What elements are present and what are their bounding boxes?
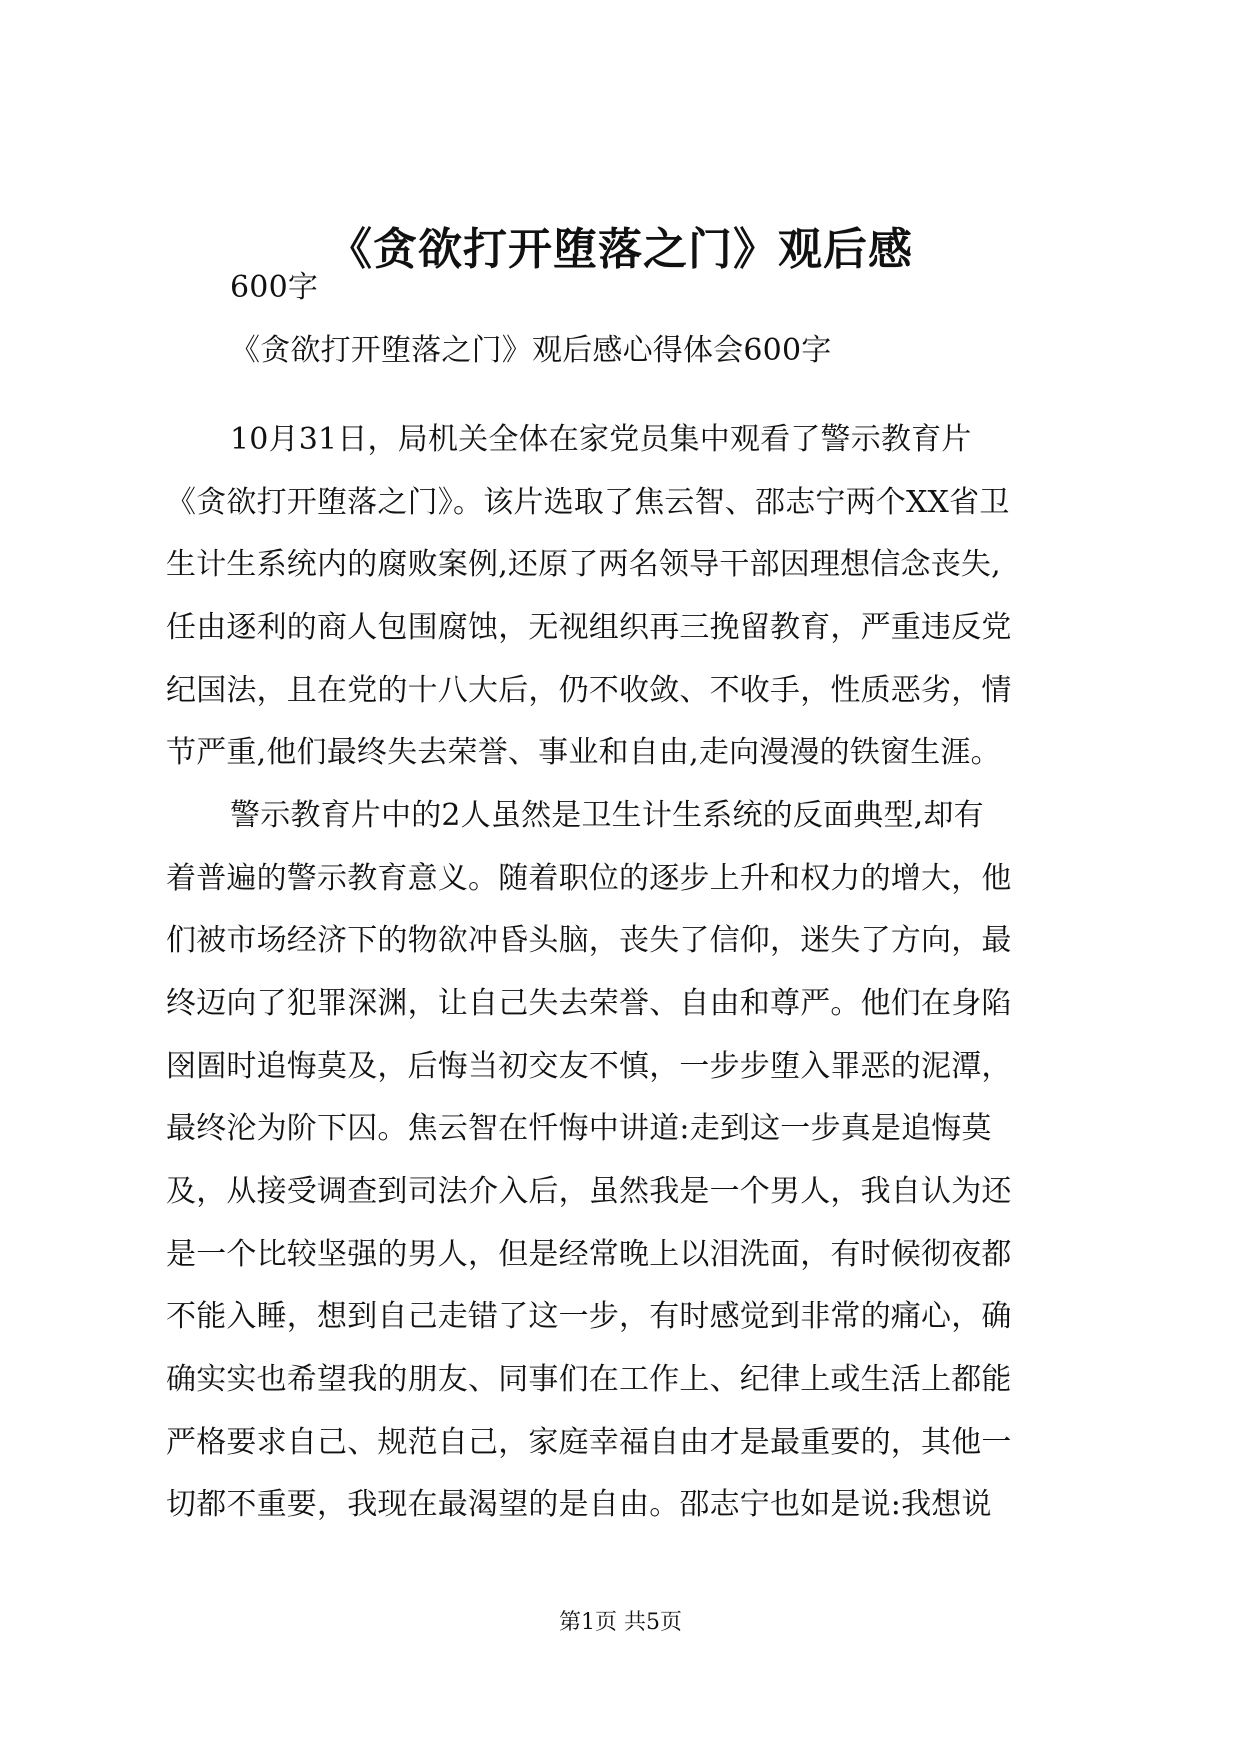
text-line-16: 是一个比较坚强的男人，但是经常晚上以泪洗面，有时候彻夜都 <box>166 1237 1012 1272</box>
text-line-7: 纪国法，且在党的十八大后，仍不收敛、不收手，性质恶劣，情 <box>166 673 1012 708</box>
text-line-20: 切都不重要，我现在最渴望的是自由。邵志宁也如是说:我想说 <box>166 1487 992 1522</box>
text-line-11: 们被市场经济下的物欲冲昏头脑，丧失了信仰，迷失了方向，最 <box>166 923 1012 958</box>
text-line-6: 任由逐利的商人包围腐蚀，无视组织再三挽留教育，严重违反党 <box>166 610 1012 645</box>
text-line-15: 及，从接受调查到司法介入后，虽然我是一个男人，我自认为还 <box>166 1174 1012 1209</box>
text-line-12: 终迈向了犯罪深渊，让自己失去荣誉、自由和尊严。他们在身陷 <box>166 986 1012 1021</box>
text-line-2: 《贪欲打开堕落之门》观后感心得体会600字 <box>230 333 832 368</box>
text-line-19: 严格要求自己、规范自己，家庭幸福自由才是最重要的，其他一 <box>166 1425 1012 1460</box>
text-line-13: 囹圄时追悔莫及，后悔当初交友不慎，一步步堕入罪恶的泥潭， <box>166 1049 1012 1084</box>
text-line-14: 最终沦为阶下囚。焦云智在忏悔中讲道:走到这一步真是追悔莫 <box>166 1111 992 1146</box>
text-line-5: 生计生系统内的腐败案例,还原了两名领导干部因理想信念丧失, <box>166 547 1001 582</box>
text-line-1: 600字 <box>230 270 319 305</box>
text-line-4: 《贪欲打开堕落之门》。该片选取了焦云智、邵志宁两个XX省卫 <box>166 485 1010 520</box>
page-footer: 第1页 共5页 <box>559 1610 682 1635</box>
text-line-10: 着普遍的警示教育意义。随着职位的逐步上升和权力的增大，他 <box>166 861 1012 896</box>
text-line-17: 不能入睡，想到自己走错了这一步，有时感觉到非常的痛心，确 <box>166 1299 1012 1334</box>
text-line-18: 确实实也希望我的朋友、同事们在工作上、纪律上或生活上都能 <box>166 1362 1012 1397</box>
text-line-3: 10月31日，局机关全体在家党员集中观看了警示教育片 <box>230 422 972 457</box>
text-line-8: 节严重,他们最终失去荣誉、事业和自由,走向漫漫的铁窗生涯。 <box>166 735 1001 770</box>
text-line-9: 警示教育片中的2人虽然是卫生计生系统的反面典型,却有 <box>230 798 984 833</box>
document-title: 《贪欲打开堕落之门》观后感 <box>328 224 913 275</box>
